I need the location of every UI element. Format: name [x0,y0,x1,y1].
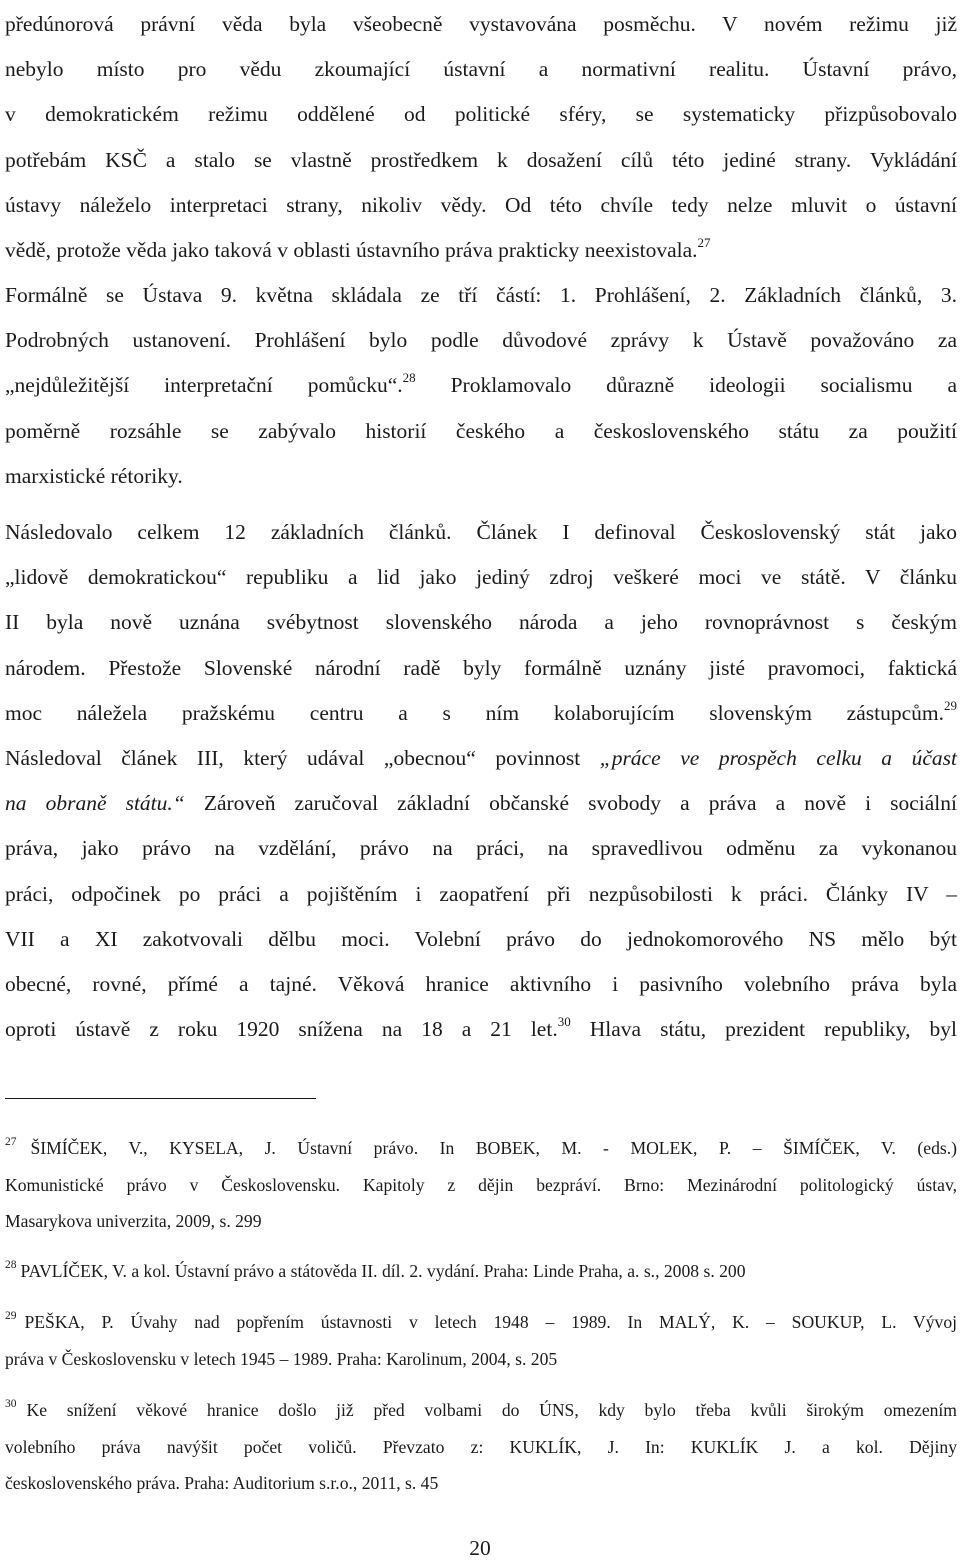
text-line [5,228,957,273]
text-line: v demokratickém režimu oddělené od politické sféry, se systematicky přizpůsobovalo [5,102,957,127]
footnote-text: PAVLÍČEK, V. a kol. Ústavní právo a státověda II. díl. 2. vydání. Praha: Linde Praha, a. s., 2008 s. 200 [20,1260,746,1281]
paragraph-3 [5,510,957,1052]
text-line: Následovalo celkem 12 základních článků. Článek I definoval Československý stát jako [5,520,957,544]
text-line: práva, jako právo na vzdělání, právo na práci, na spravedlivou odměnu za vykonanou [5,836,957,861]
footnote-separator [5,1098,316,1099]
text-line: obecné, rovné, přímé a tajné. Věková hranice aktivního i pasivního volebního práva byla [5,971,957,996]
footnote-text: ŠIMÍČEK, V., KYSELA, J. Ústavní právo. In BOBEK, M. - MOLEK, P. – ŠIMÍČEK, V. (eds.) [30,1138,957,1158]
footnote-ref-29[interactable]: 29 [944,697,957,713]
footnotes [5,1130,957,1502]
footnote-ref-27[interactable]: 27 [697,234,711,250]
footnote-line [5,1392,957,1429]
text-line: ústavy náleželo interpretaci strany, nikoliv vědy. Od této chvíle tedy nelze mluvit o ústavní [5,192,957,217]
footnote-text: PEŠKA, P. Úvahy nad popřením ústavnosti v letech 1948 – 1989. In MALÝ, K. – SOUKUP, L. Vývoj [24,1312,957,1332]
footnote-text: Ke snížení věkové hranice došlo již před volbami do ÚNS, kdy bylo třeba kvůli širokým omezením [26,1400,957,1420]
footnote-line [5,1130,957,1167]
text-fragment: oproti ústavě z roku 1920 snížena na 18 a 21 let. [5,1017,558,1042]
footnote-line: volebního práva navýšit počet voličů. Převzato z: KUKLÍK, J. In: KUKLÍK J. a kol. Dějiny [5,1436,957,1457]
footnote-line: Komunistické právo v Československu. Kapitoly z dějin bezpráví. Brno: Mezinárodní politologický ústav, [5,1174,957,1195]
text-line [5,691,957,736]
text-line: národem. Přestože Slovenské národní radě byly formálně uznány jisté pravomoci, faktická [5,655,957,680]
footnote-number: 30 [5,1398,17,1410]
text-fragment: Proklamovalo důrazně ideologii socialismu a [415,373,957,398]
paragraph-2 [5,273,957,499]
text-line: II byla nově uznána svébytnost slovenského národa a jeho rovnoprávnost s českým [5,610,957,635]
footnote-number: 29 [5,1310,17,1322]
text-line: nebylo místo pro vědu zkoumající ústavní a normativní realitu. Ústavní právo, [5,57,957,82]
text-line [5,736,957,781]
footnote-line: československého práva. Praha: Auditorium s.r.o., 2011, s. 45 [5,1473,439,1493]
text-line: práci, odpočinek po práci a pojištěním i zaopatření při nezpůsobilosti k práci. Články IV – [5,881,957,906]
text-line [5,781,957,826]
text-fragment: Zároveň zaručoval základní občanské svobody a práva a nově i sociální [184,791,957,816]
footnote-line: Masarykova univerzita, 2009, s. 299 [5,1211,262,1231]
italic-quote: na obraně státu.“ [5,791,185,816]
footnote-number: 28 [5,1258,17,1271]
footnote-28 [5,1253,957,1290]
text-line: marxistické rétoriky. [5,463,183,488]
text-line [5,1007,957,1052]
text-line [5,363,957,408]
footnote-number: 27 [5,1136,17,1148]
paragraph-1 [5,2,957,273]
footnote-ref-30[interactable]: 30 [557,1014,571,1030]
footnote-line [5,1304,957,1341]
footnote-30 [5,1392,957,1502]
footnote-line [5,1253,957,1290]
footnote-27 [5,1130,957,1240]
text-fragment: moc náležela pražskému centru a s ním kolaborujícím slovenským zástupcům. [5,700,944,725]
text-line: potřebám KSČ a stalo se vlastně prostředkem k dosažení cílů této jediné strany. Vykládání [5,147,957,172]
footnote-29 [5,1304,957,1377]
text-fragment: „nejdůležitější interpretační pomůcku“. [5,373,403,398]
page-number: 20 [469,1536,491,1560]
text-fragment: vědě, protože věda jako taková v oblasti ústavního práva prakticky neexistovala. [5,237,698,262]
footnote-ref-28[interactable]: 28 [402,370,416,386]
text-line: poměrně rozsáhle se zabývalo historií českého a československého státu za použití [5,418,957,443]
text-line: VII a XI zakotvovali dělbu moci. Volební právo do jednokomorového NS mělo být [5,926,957,951]
italic-quote: „práce ve prospěch celku a účast [599,745,957,770]
footnote-line: práva v Československu v letech 1945 – 1989. Praha: Karolinum, 2004, s. 205 [5,1348,558,1369]
text-line: předúnorová právní věda byla všeobecně vystavována posměchu. V novém režimu již [5,12,957,36]
text-line: Formálně se Ústava 9. května skládala ze tří částí: 1. Prohlášení, 2. Základních článků, 3. [5,283,957,307]
text-line: Podrobných ustanovení. Prohlášení bylo podle důvodové zprávy k Ústavě považováno za [5,328,957,353]
text-line: „lidově demokratickou“ republiku a lid jako jediný zdroj veškeré moci ve státě. V článku [5,565,957,590]
text-fragment: Následoval článek III, který udával „obecnou“ povinnost [5,745,600,770]
text-fragment: Hlava státu, prezident republiky, byl [570,1017,958,1042]
